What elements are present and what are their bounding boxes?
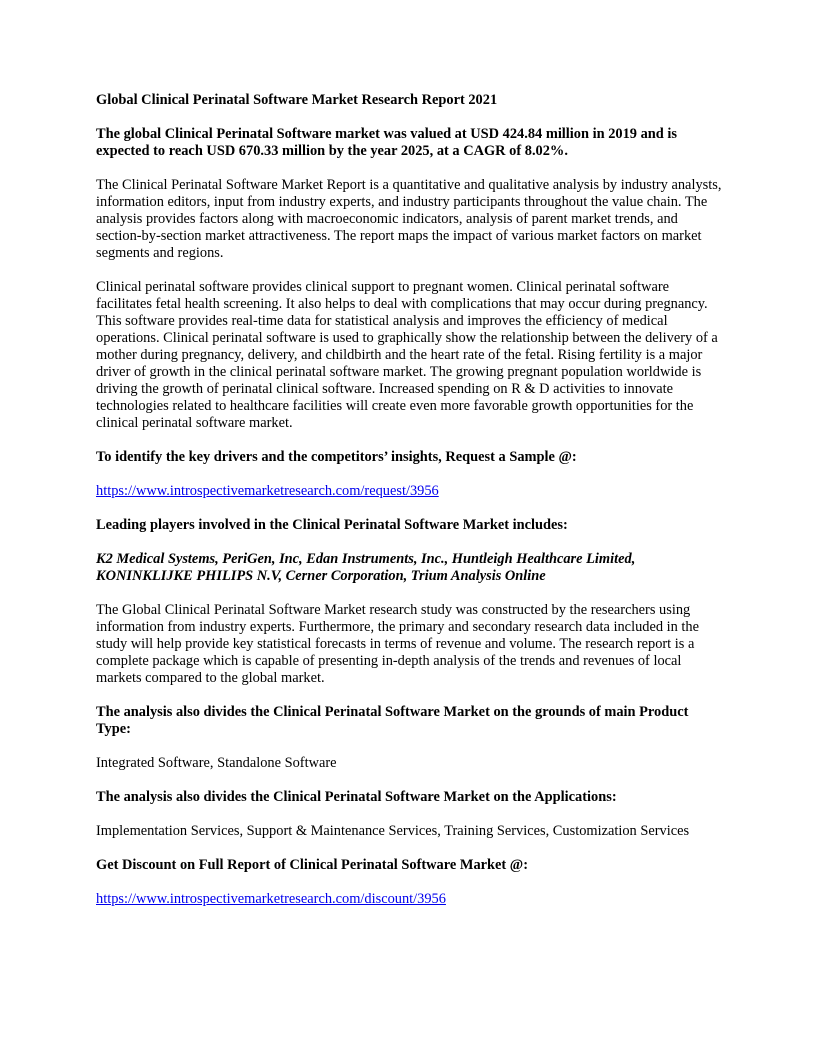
description-paragraph: Clinical perinatal software provides clinical support to pregnant women. Clinical perinatal software facilitates fetal health screening. It also helps to deal with complications that may occur during pregnancy. This software provides real-time data for statistical analysis and improves the efficiency of medical operations. Clinical perinatal software is used to graphically show the relationship between the delivery of a mother during pregnancy, delivery, and childbirth and the heart rate of the fetal. Rising fertility is a major driver of growth in the clinical perinatal software market. The growing pregnant population worldwide is driving the growth of perinatal clinical software. Increased spending on R & D activities to innovate technologies related to healthcare facilities will create even more favorable growth opportunities for the clinical perinatal software market. [96,279,718,431]
leading-players-list: K2 Medical Systems, PeriGen, Inc, Edan Instruments, Inc., Huntleigh Healthcare Limited, KONINKLIJKE PHILIPS N.V, Cerner Corporation, Trium Analysis Online [96,551,636,584]
discount-link[interactable]: https://www.introspectivemarketresearch.com/discount/3956 [96,891,446,907]
document-page [96,92,722,908]
intro-paragraph: The Clinical Perinatal Software Market Report is a quantitative and qualitative analysis by industry analysts, information editors, input from industry experts, and industry participants throughout the value chain. The analysis provides factors along with macroeconomic indicators, analysis of parent market trends, and section-by-section market attractiveness. The report maps the impact of various market factors on market segments and regions. [96,177,722,261]
research-study-paragraph: The Global Clinical Perinatal Software Market research study was constructed by the researchers using information from industry experts. Furthermore, the primary and secondary research data included in the study will help provide key statistical forecasts in terms of revenue and volume. The research report is a complete package which is capable of presenting in-depth analysis of the trends and revenues of local markets compared to the global market. [96,602,700,686]
product-type-heading: The analysis also divides the Clinical Perinatal Software Market on the grounds of main Product Type: [96,704,689,737]
market-value-headline: The global Clinical Perinatal Software market was valued at USD 424.84 million in 2019 and is expected to reach USD 670.33 million by the year 2025, at a CAGR of 8.02%. [96,126,677,159]
applications-list: Implementation Services, Support & Maintenance Services, Training Services, Customization Services [96,823,690,839]
report-title: Global Clinical Perinatal Software Market Research Report 2021 [96,92,498,108]
product-types-list: Integrated Software, Standalone Software [96,755,337,771]
applications-heading: The analysis also divides the Clinical Perinatal Software Market on the Applications: [96,789,617,805]
discount-heading: Get Discount on Full Report of Clinical Perinatal Software Market @: [96,857,528,873]
request-sample-link-row [96,483,722,500]
request-sample-link[interactable]: https://www.introspectivemarketresearch.com/request/3956 [96,483,439,499]
leading-players-heading: Leading players involved in the Clinical Perinatal Software Market includes: [96,517,568,533]
request-sample-heading: To identify the key drivers and the competitors’ insights, Request a Sample @: [96,449,577,465]
discount-link-row [96,891,722,908]
